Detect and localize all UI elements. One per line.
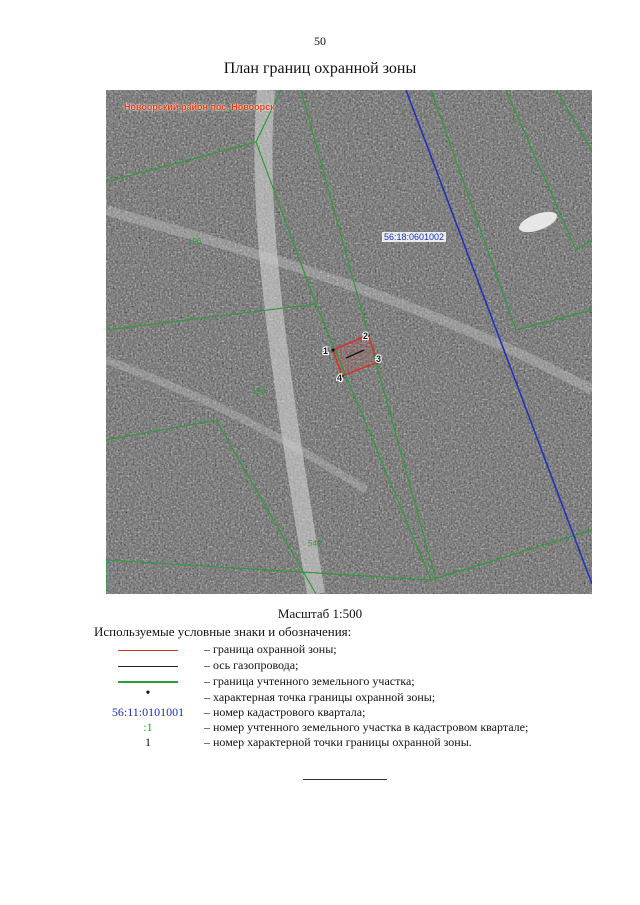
quarter-number-symbol: 56:11:0101001 <box>111 705 185 719</box>
parcel-label: 196 <box>188 237 202 246</box>
legend-text: – граница учтенного земельного участка; <box>204 674 415 688</box>
parcel-label: 196 <box>252 387 266 396</box>
map-image <box>106 90 592 594</box>
pipeline-symbol <box>102 658 194 674</box>
legend-text: – номер кадастрового квартала; <box>204 705 366 719</box>
cadastral-quarter-label: 56:18:0601002 <box>384 232 445 242</box>
legend-item-point-number <box>0 735 640 751</box>
page-title: План границ охранной зоны <box>223 60 417 77</box>
point-label: 2 <box>363 331 369 341</box>
page-number: 50 <box>314 34 326 48</box>
legend-item-parcel-number <box>0 720 640 736</box>
legend-text: – номер учтенного земельного участка в кадастровом квартале; <box>204 720 529 734</box>
map-scale: Масштаб 1:500 <box>277 606 363 621</box>
parcel-label: 549 <box>308 539 322 548</box>
zone-boundary-symbol <box>102 642 194 658</box>
cadastral-map <box>106 90 592 594</box>
green-line-icon <box>118 681 178 683</box>
legend-text: – ось газопровода; <box>204 658 299 672</box>
parcel-number-symbol: :1 <box>143 720 153 734</box>
legend-text: – номер характерной точки границы охранной зоны. <box>204 735 472 749</box>
legend-item-parcel-boundary <box>0 674 640 690</box>
zone-point <box>331 348 334 351</box>
legend-item-zone-boundary <box>0 642 640 658</box>
district-label: Новоорский район пос. Новоорск <box>124 102 275 112</box>
legend-heading: Используемые условные знаки и обозначения: <box>94 624 352 639</box>
point-label: 4 <box>336 373 342 383</box>
point-number-symbol: 1 <box>145 735 151 749</box>
black-line-icon <box>118 666 178 667</box>
legend-text: – граница охранной зоны; <box>204 642 337 656</box>
point-dot-icon: • <box>145 686 151 701</box>
legend-item-pipeline-axis <box>0 658 640 674</box>
footer-divider <box>303 779 387 780</box>
legend-text: – характерная точка границы охранной зоны; <box>204 690 436 704</box>
parcel-label: 1 <box>511 113 516 122</box>
legend-item-cadastral-quarter <box>0 705 640 721</box>
point-label: 1 <box>322 346 328 356</box>
point-label: 3 <box>376 354 382 364</box>
legend-item-zone-point <box>0 686 640 706</box>
red-line-icon <box>118 650 178 651</box>
